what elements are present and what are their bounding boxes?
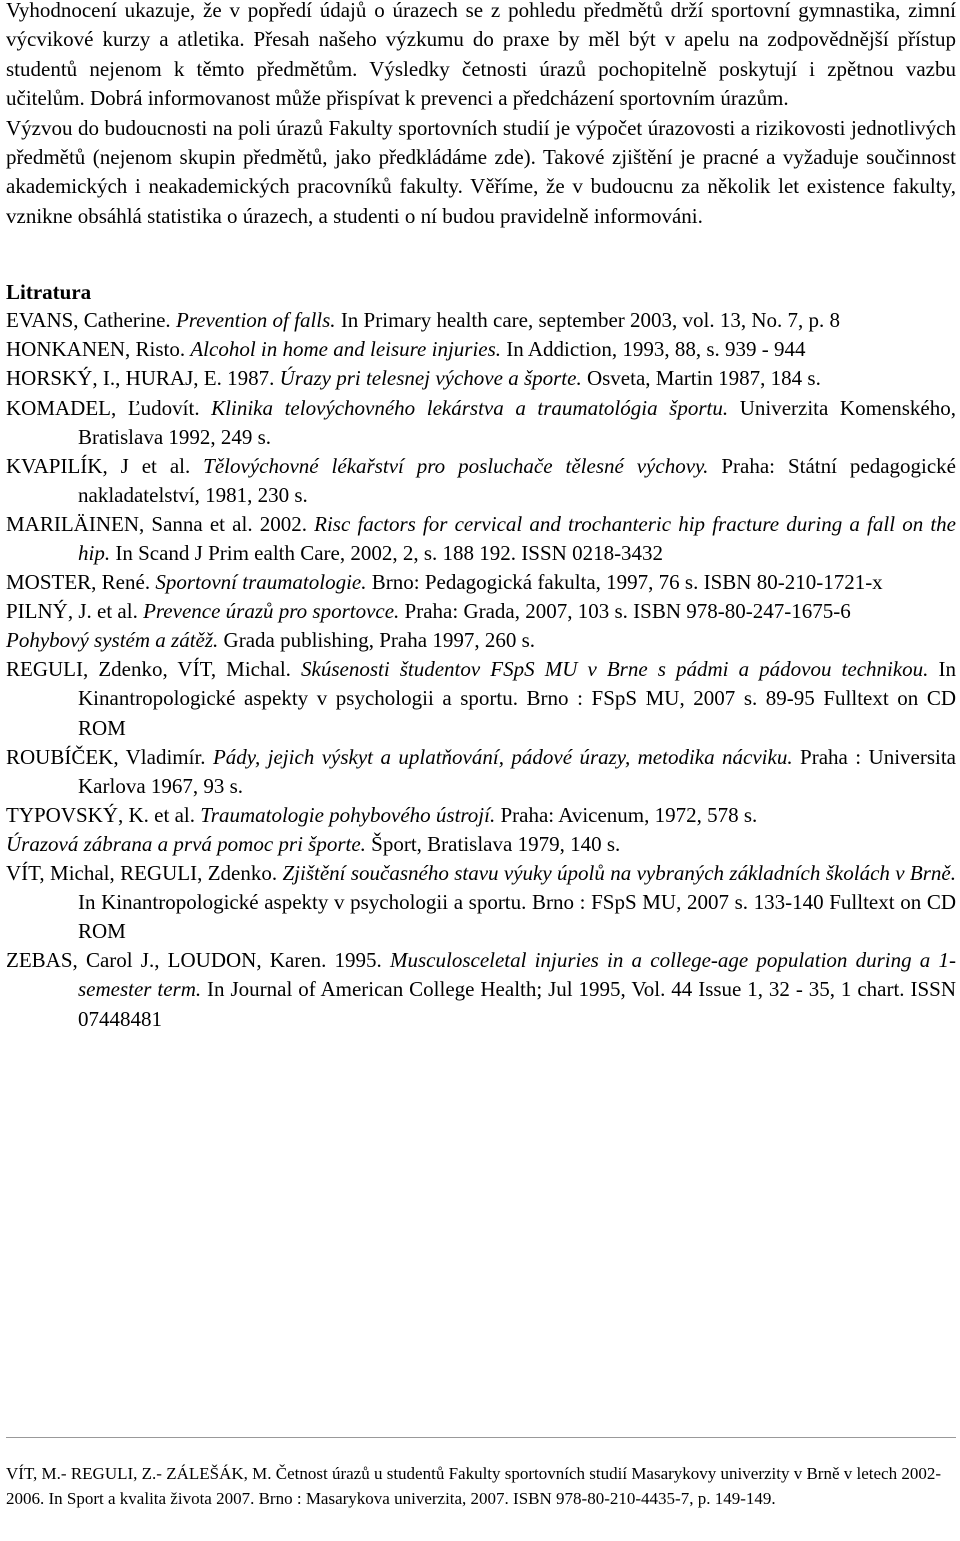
reference-item (6, 510, 956, 568)
ref-title: Prevention of falls. (175, 308, 336, 333)
ref-author: HONKANEN, Risto. (6, 337, 186, 362)
ref-title: Sportovní traumatologie. (155, 570, 367, 595)
ref-title: Klinika telovýchovného lekárstva a traumatológia športu. (211, 395, 729, 420)
reference-item (6, 946, 956, 1033)
body-paragraph: Výzvou do budoucnosti na poli úrazů Fakulty sportovních studií je výpočet úrazovosti a rizikovosti jednotlivých předmětů (nejenom skupin předmětů, jako předkládáme zde). Takové zjištění je pracné a vyžaduje součinnost akademických i neakademických pracovníků fakulty. Věříme, že v budoucnu za několik let existence fakulty, vznikne obsáhlá statistika o úrazech, a studenti o ní budou pravidelně informováni. (6, 115, 956, 228)
ref-details: Praha : Universita Karlova 1967, 93 s. (78, 744, 957, 798)
ref-title: Skúsenosti študentov FSpS MU v Brne s pádmi a pádovou technikou. (301, 657, 929, 682)
reference-item (6, 626, 956, 655)
ref-details: Praha: Avicenum, 1972, 578 s. (495, 802, 758, 827)
ref-details: Praha: Státní pedagogické nakladatelství, 1981, 230 s. (78, 453, 956, 507)
ref-author: TYPOVSKÝ, K. et al. (6, 802, 195, 827)
ref-author: ZEBAS, Carol J., LOUDON, Karen. 1995. (6, 948, 382, 973)
reference-item (6, 394, 956, 452)
ref-details: Grada publishing, Praha 1997, 260 s. (218, 628, 535, 653)
footer-divider (6, 1437, 956, 1438)
reference-item (6, 743, 956, 801)
reference-item (6, 452, 956, 510)
ref-title: Zjištění současného stavu výuky úpolů na vybraných základních školách v Brně. (282, 861, 956, 886)
reference-item (6, 335, 956, 364)
page-footer-citation: VÍT, M.- REGULI, Z.- ZÁLEŠÁK, M. Četnost úrazů u studentů Fakulty sportovních studií Masarykovy univerzity v Brně v letech 2002-2006. In Sport a kvalita života 2007. Brno : Masarykova univerzita, 2007. ISBN 978-80-210-4435-7, p. 149-149. (6, 1464, 942, 1508)
ref-details: In Scand J Prim ealth Care, 2002, 2, s. 188 192. ISSN 0218-3432 (110, 541, 664, 565)
ref-details: Brno: Pedagogická fakulta, 1997, 76 s. ISBN 80-210-1721-x (366, 570, 883, 595)
ref-title: Úrazy pri telesnej výchove a športe. (279, 366, 582, 391)
ref-author: MARILÄINEN, Sanna et al. 2002. (6, 511, 307, 536)
ref-author: VÍT, Michal, REGULI, Zdenko. (6, 861, 278, 886)
reference-item (6, 306, 956, 335)
ref-details: In Primary health care, september 2003, vol. 13, No. 7, p. 8 (335, 308, 841, 333)
ref-title: Musculosceletal injuries in a college-age population during a 1-semester term. (78, 948, 957, 1002)
reference-list (6, 306, 956, 1033)
reference-item (6, 830, 956, 859)
reference-item (6, 364, 956, 393)
ref-author: EVANS, Catherine. (6, 308, 171, 333)
ref-title: Risc factors for cervical and trochanteric hip fracture during a fall on the hip. (78, 511, 956, 565)
ref-author: REGULI, Zdenko, VÍT, Michal. (6, 657, 291, 682)
body-paragraph: Vyhodnocení ukazuje, že v popředí údajů o úrazech se z pohledu předmětů drží sportovní gymnastika, zimní výcvikové kurzy a atletika. Přesah našeho výzkumu do praxe by měl být v apelu na zodpovědnější přístup studentů nejenom k těmto předmětům. Výsledky četnosti úrazů pochopitelně poskytují i zpětnou vazbu učitelům. Dobrá informovanost může přispívat k prevenci a předcházení sportovním úrazům. (6, 0, 956, 111)
ref-details: In Kinantropologické aspekty v psychologii a sportu. Brno : FSpS MU, 2007 s. 89-95 Fulltext on CD ROM (78, 657, 957, 740)
ref-details: In Journal of American College Health; Jul 1995, Vol. 44 Issue 1, 32 - 35, 1 chart. ISSN 07448481 (78, 977, 956, 1031)
ref-title: Pohybový systém a zátěž. (6, 628, 219, 653)
ref-author: HORSKÝ, I., HURAJ, E. 1987. (6, 366, 275, 391)
ref-details: In Kinantropologické aspekty v psychologii a sportu. Brno : FSpS MU, 2007 s. 133-140 Fulltext on CD ROM (78, 890, 956, 944)
ref-title: Tělovýchovné lékařství pro posluchače tělesné výchovy. (203, 453, 709, 478)
ref-details: Osveta, Martin 1987, 184 s. (581, 366, 821, 391)
ref-details: Šport, Bratislava 1979, 140 s. (365, 831, 621, 856)
ref-details: In Addiction, 1993, 88, s. 939 - 944 (501, 337, 806, 362)
ref-details: Univerzita Komenského, Bratislava 1992, 249 s. (78, 395, 956, 449)
ref-author: MOSTER, René. (6, 570, 151, 595)
document-page (6, 0, 956, 1034)
reference-item (6, 859, 956, 946)
reference-item (6, 655, 956, 742)
reference-item (6, 568, 956, 597)
ref-title: Pády, jejich výskyt a uplatňování, pádové úrazy, metodika nácviku. (212, 744, 793, 769)
ref-author: KVAPILÍK, J et al. (6, 453, 191, 478)
ref-title: Úrazová zábrana a prvá pomoc pri športe. (6, 831, 366, 856)
ref-author: PILNÝ, J. et al. (6, 599, 138, 624)
ref-title: Traumatologie pohybového ústrojí. (200, 802, 496, 827)
section-heading: Litratura (6, 280, 92, 305)
reference-item (6, 801, 956, 830)
reference-item (6, 597, 956, 626)
ref-author: KOMADEL, Ľudovít. (6, 395, 200, 420)
ref-details: Praha: Grada, 2007, 103 s. ISBN 978-80-247-1675-6 (399, 599, 851, 624)
ref-title: Prevence úrazů pro sportovce. (143, 599, 400, 624)
ref-author: ROUBÍČEK, Vladimír. (6, 744, 206, 769)
ref-title: Alcohol in home and leisure injuries. (190, 337, 502, 362)
